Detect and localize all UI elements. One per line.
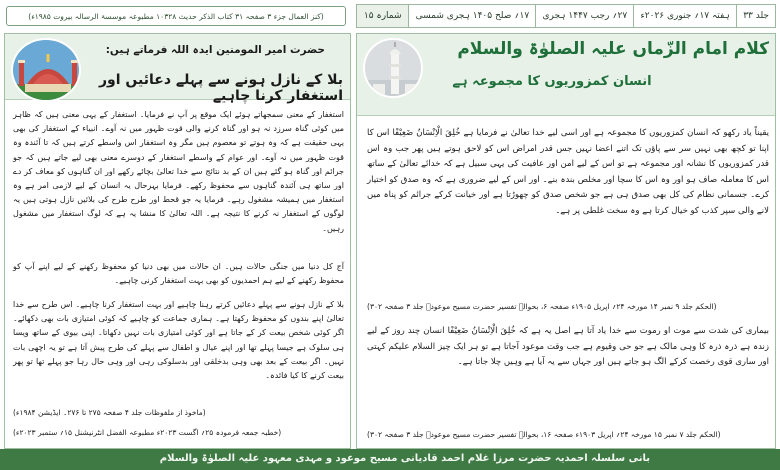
issue-number: شمارہ ۱۵ <box>357 5 408 27</box>
right-paragraph-2-text: بیماری کی شدت سے موت او رموت سے خدا یاد آتا ہے اصل یہ ہے کہ خُلِقَ الْاِنْسَانُ ضَعِیْفًا انسان چند روز کے لیے زندہ ہے ذرہ ذرہ کا وہی مالک ہے جو حی وقیوم ہے جب وقت موعود آجاتا ہے تو ہر ایک چیز السلام علیکم کہتی اور ساری قوی رخصت کرکے الگ ہو جاتے ہیں اور جہاں سے یہ آیا ہے وہیں چلا جاتا ہے۔ <box>367 326 769 368</box>
right-subheading: انسان کمزوریوں کا مجموعہ ہے <box>452 74 652 89</box>
footer-banner <box>0 449 780 470</box>
left-paragraph-1-text: استغفار کے معنی سمجھاتے ہوئے ایک موقع پر آپ نے فرمایا۔ استغفار کے یہی معنی ہیں کہ ظاہر میں کوئی گناہ سرزد نہ ہو اور گناہ کرنے والی قوت ظہور میں نہ آوے۔ انبیاء کے استغفار کی بھی یہی حقیقت ہے کہ وہ ہوتے تو معصوم ہیں مگر وہ استغفار اس واسطے کرتے ہیں کہ تا آئندہ وہ قوت ظہور میں نہ آوے۔ اور عوام کے واسطے استغفار کے دوسرے معنی بھی لیے جاتے ہیں کہ جو جرائم اور گناہ ہو گئے ہیں ان کے بد نتائج سے خدا تعالیٰ بچائے رکھے اور ان گناہوں کو معاف کر دے اور ساتھ ہی آئندہ گناہوں سے محفوظ رکھے۔ فرمایا بہرحال یہ انسان کے لیے لازمی امر ہے وہ استغفار میں ہمیشہ مشغول رہے۔ فرمایا یہ جو قحط اور طرح طرح کی بلائیں نازل ہوتی ہیں یہ لوگوں کے استغفار نہ کرنے کا نتیجہ ہے۔ اللہ تعالیٰ کا منشا یہ ہے کہ لوگ استغفار میں مشغول رہیں۔ <box>13 110 344 233</box>
right-paragraph-1-text: یقیناً یاد رکھو کہ انسان کمزوریوں کا مجموعہ ہے اور اسی لیے خدا تعالیٰ نے فرمایا ہے خُلِقَ الْاِنْسَانُ ضَعِیْفًا اس کا اپنا تو کچھ بھی نہیں سر سے پاؤں تک اتنے اعضا نہیں جس قدر امراض اس کو لاحق ہوتے ہیں پھر جب وہ اس قدر کمزوریوں کا نشانہ اور مجموعہ ہے تو اس کے لیے امن اور عافیت کی یہی سبیل ہے کہ خدائے تعالیٰ کے ساتھ اس کا معاملہ صاف ہو اور وہ اس کا سچا اور مخلص بندہ بنے۔ اور اس کے لیے ضروری ہے کہ وہ صدق کو اختیار کرے۔ جسمانی نظام کی کل بھی صدق ہی ہے جو شخص صدق کو چھوڑتا ہے اور خیانت کرکے جرائم کو پناہ میں لانے والی سپر کذب کو خیال کرتا ہے وہ سخت غلطی پر ہے۔ <box>367 128 769 216</box>
left-paragraph-2 <box>13 260 344 290</box>
left-paragraph-3-text: بلا کے نازل ہونے سے پہلے دعائیں کرتے رہنا چاہیے اور بہت استغفار کرنا چاہیے۔ اس طرح سے خدا تعالیٰ اپنے بندوں کو محفوظ رکھتا ہے۔ ہماری جماعت کو چاہیے کہ کوئی امتیازی بات بھی دکھائے۔ اگر کوئی شخص بیعت کر کے جاتا ہے اور کوئی امتیازی بات نہیں دکھاتا۔ اپنی بیوی کے ساتھ ویسا ہی سلوک ہے جیسا پہلے تھا اور اپنے عیال و اطفال سے پہلے کی طرح پیش آتا ہے تو یہ اچھی بات نہیں۔ اگر بیعت کے بعد بھی وہی بدخلقی اور بدسلوکی رہی اور وہی حال رہا جو پہلے تھا تو پھر بیعت کرنے کا کیا فائدہ۔ <box>13 300 344 381</box>
shamsi-date: ۱۷؍ صلح ۱۴۰۵ ہجری شمسی <box>408 5 535 27</box>
right-paragraph-1 <box>367 126 769 298</box>
left-paragraph-3 <box>13 298 344 402</box>
left-main-heading: بلا کے نازل ہونے سے پہلے دعائیں اور استغفار کرنا چاہیے <box>99 72 343 104</box>
left-column-article <box>4 33 351 449</box>
left-intro-line: حضرت امیر المومنین ایدہ اللہ فرماتے ہیں: <box>105 44 325 56</box>
right-reference-2: (الحکم جلد ۷ نمبر ۱۵ مورخہ ۲۴؍ اپریل ۱۹۰۳ء صفحہ ۱۶، بحوالہ تفسیر حضرت مسیح موعودؑ جلد ۳ صفحہ ۳۰۲) <box>367 430 721 439</box>
footer-text: بانی سلسلہ احمدیہ حضرت مرزا غلام احمد قادیانی مسیح موعود و مہدی معہود علیہ الصلوٰۃ والسلام <box>159 453 650 464</box>
volume-number: جلد ۳۳ <box>736 5 775 27</box>
right-column-article <box>356 33 776 449</box>
right-main-heading: کلام امام الزّماں علیہ الصلوٰۃ والسلام <box>457 39 769 59</box>
right-paragraph-2 <box>367 324 769 426</box>
right-reference-1: (الحکم جلد ۹ نمبر ۱۴ مورخہ ۲۴؍ اپریل ۱۹۰۵ء صفحہ ۶، بحوالہ تفسیر حضرت مسیح موعودؑ جلد ۳ صفحہ ۳۰۲) <box>367 302 717 311</box>
left-paragraph-1 <box>13 108 344 256</box>
gregorian-date: ہفتہ ۱۷؍ جنوری ۲۰۲۶ء <box>633 5 736 27</box>
header-reference-note: (کنز العمال جزء ۳ صفحہ ۳۱ کتاب الذکر حدیث ۱۰۳۲۸ مطبوعہ موسسۃ الرسالہ بیروت ۱۹۸۵ء) <box>6 6 346 26</box>
mosque-image <box>11 38 81 102</box>
minaret-image <box>363 38 423 98</box>
left-sermon-citation: (خطبہ جمعہ فرمودہ ۲۵؍ اگست ۲۰۲۳ء مطبوعہ الفضل انٹرنیشنل ۱۵؍ ستمبر ۲۰۲۳ء) <box>13 428 282 437</box>
masthead <box>0 0 780 33</box>
left-reference: (ماخوذ از ملفوظات جلد ۴ صفحہ ۲۷۵ تا ۲۷۶۔ ایڈیشن ۱۹۸۴ء) <box>13 408 206 417</box>
hijri-date: ۲۷؍ رجب ۱۴۴۷ ہجری <box>535 5 633 27</box>
issue-info-bar <box>356 4 776 28</box>
left-paragraph-2-text: آج کل دنیا میں جنگی حالات ہیں۔ ان حالات میں بھی دنیا کو محفوظ رکھنے کے لیے اپنے آپ کو محفوظ رکھنے کے لیے ہم احمدیوں کو بھی بہت استغفار کرنی چاہیے۔ <box>13 262 344 286</box>
